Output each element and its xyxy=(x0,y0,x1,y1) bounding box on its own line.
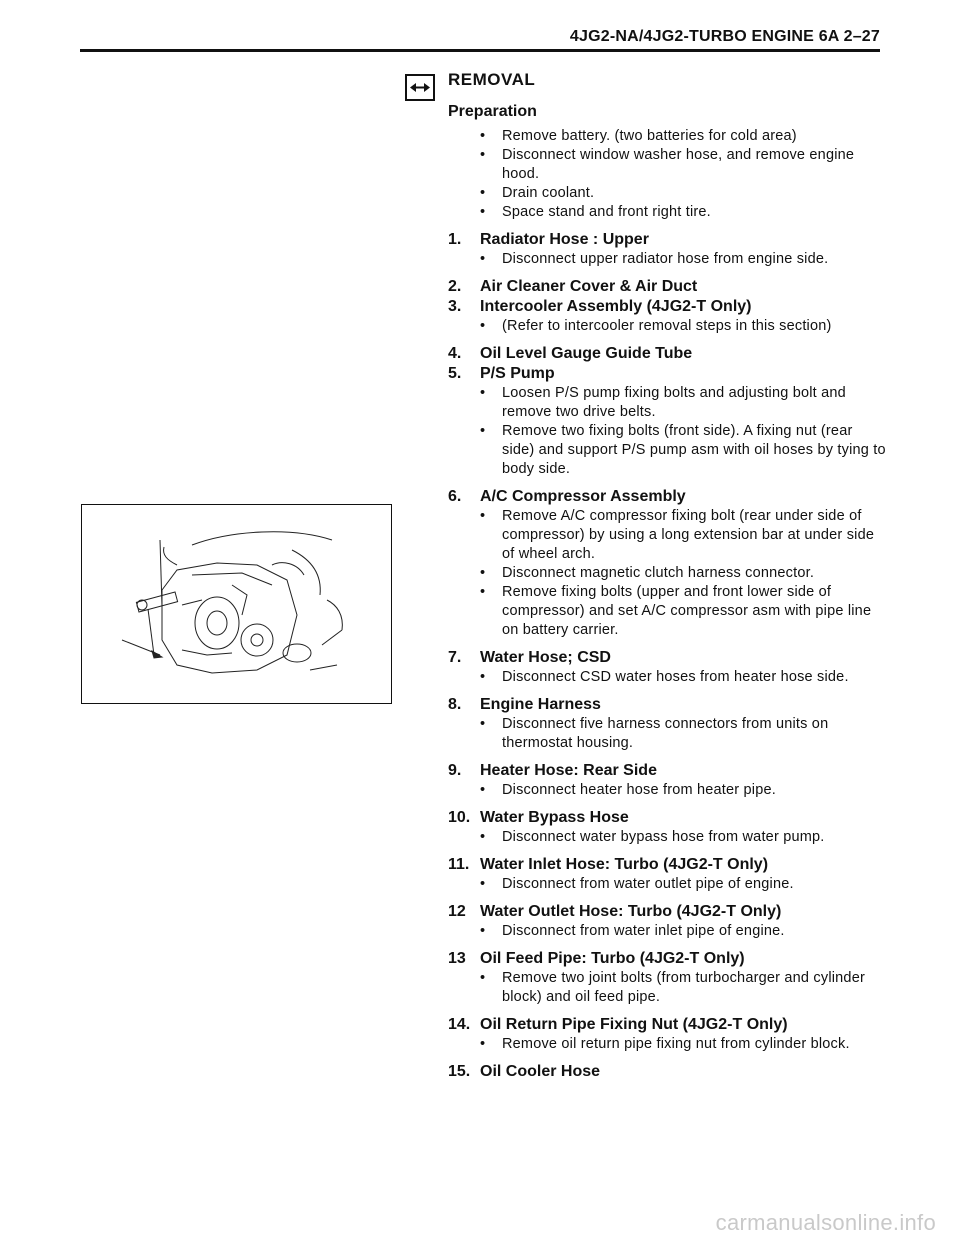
step-bullet: • Loosen P/S pump fixing bolts and adjusting bolt and remove two drive belts. xyxy=(448,384,888,422)
engine-compressor-illustration-icon xyxy=(81,504,392,704)
step-number: 2. xyxy=(448,278,462,295)
step-number: 9. xyxy=(448,762,462,779)
step-title: Radiator Hose : Upper xyxy=(480,231,649,248)
step-number: 15. xyxy=(448,1063,471,1080)
step-number: 4. xyxy=(448,345,462,362)
step-9 xyxy=(448,761,888,800)
header-rule xyxy=(80,49,880,52)
procedure-content xyxy=(448,70,888,1082)
step-6 xyxy=(448,487,888,640)
step-bullet: • Remove A/C compressor fixing bolt (rear under side of compressor) by using a long extension bar at under side of wheel arch. xyxy=(448,507,888,564)
step-bullet: • Disconnect CSD water hoses from heater hose side. xyxy=(448,668,888,687)
step-number: 13 xyxy=(448,950,466,967)
preparation-item: • Remove battery. (two batteries for cold area) xyxy=(448,127,888,146)
preparation-list xyxy=(448,127,888,222)
step-title: Oil Return Pipe Fixing Nut (4JG2-T Only) xyxy=(480,1016,788,1033)
step-3 xyxy=(448,297,888,336)
step-title: Oil Cooler Hose xyxy=(480,1063,601,1080)
step-title: Oil Feed Pipe: Turbo (4JG2-T Only) xyxy=(480,950,745,967)
preparation-title: Preparation xyxy=(448,103,537,120)
step-number: 11. xyxy=(448,856,470,873)
step-10 xyxy=(448,808,888,847)
step-11 xyxy=(448,855,888,894)
step-bullet: • Remove two fixing bolts (front side). A fixing nut (rear side) and support P/S pump asm with oil hoses by tying to body side. xyxy=(448,422,888,479)
step-12 xyxy=(448,902,888,941)
step-title: P/S Pump xyxy=(480,365,555,382)
step-number: 8. xyxy=(448,696,462,713)
step-15 xyxy=(448,1062,888,1082)
step-13 xyxy=(448,949,888,1007)
step-bullet: • (Refer to intercooler removal steps in this section) xyxy=(448,317,888,336)
step-bullet: • Disconnect water bypass hose from water pump. xyxy=(448,828,888,847)
step-number: 14. xyxy=(448,1016,471,1033)
step-title: Air Cleaner Cover & Air Duct xyxy=(480,278,698,295)
step-bullet: • Disconnect five harness connectors from units on thermostat housing. xyxy=(448,715,888,753)
step-8 xyxy=(448,695,888,753)
step-number: 1. xyxy=(448,231,462,248)
step-title: Engine Harness xyxy=(480,696,601,713)
preparation-item: • Drain coolant. xyxy=(448,184,888,203)
step-bullet: • Disconnect upper radiator hose from engine side. xyxy=(448,250,888,269)
step-1 xyxy=(448,230,888,269)
step-title: Water Hose; CSD xyxy=(480,649,611,666)
step-bullet: • Remove two joint bolts (from turbocharger and cylinder block) and oil feed pipe. xyxy=(448,969,888,1007)
preparation-item: • Space stand and front right tire. xyxy=(448,203,888,222)
step-bullet: • Disconnect from water inlet pipe of engine. xyxy=(448,922,888,941)
step-bullet: • Remove oil return pipe fixing nut from cylinder block. xyxy=(448,1035,888,1054)
step-title: Water Bypass Hose xyxy=(480,809,629,826)
removal-arrows-icon xyxy=(405,74,435,101)
watermark: carmanualsonline.info xyxy=(715,1210,936,1235)
step-title: Oil Level Gauge Guide Tube xyxy=(480,345,693,362)
step-number: 3. xyxy=(448,298,462,315)
step-5 xyxy=(448,364,888,479)
step-4 xyxy=(448,344,888,364)
step-title: Heater Hose: Rear Side xyxy=(480,762,657,779)
step-number: 12 xyxy=(448,903,466,920)
step-2 xyxy=(448,277,888,297)
step-title: Water Inlet Hose: Turbo (4JG2-T Only) xyxy=(480,856,769,873)
step-number: 5. xyxy=(448,365,462,382)
page-header-title: 4JG2-NA/4JG2-TURBO ENGINE 6A 2–27 xyxy=(569,28,880,45)
step-7 xyxy=(448,648,888,687)
section-title: REMOVAL xyxy=(448,70,536,89)
step-title: Intercooler Assembly (4JG2-T Only) xyxy=(480,298,752,315)
step-bullet: • Disconnect heater hose from heater pipe. xyxy=(448,781,888,800)
step-bullet: • Disconnect from water outlet pipe of engine. xyxy=(448,875,888,894)
step-title: Water Outlet Hose: Turbo (4JG2-T Only) xyxy=(480,903,782,920)
step-title: A/C Compressor Assembly xyxy=(480,488,686,505)
step-number: 7. xyxy=(448,649,462,666)
step-number: 10. xyxy=(448,809,471,826)
step-bullet: • Remove fixing bolts (upper and front lower side of compressor) and set A/C compressor asm with pipe line on battery carrier. xyxy=(448,583,888,640)
step-bullet: • Disconnect magnetic clutch harness connector. xyxy=(448,564,888,583)
step-14 xyxy=(448,1015,888,1054)
preparation-item: • Disconnect window washer hose, and remove engine hood. xyxy=(448,146,888,184)
step-number: 6. xyxy=(448,488,462,505)
